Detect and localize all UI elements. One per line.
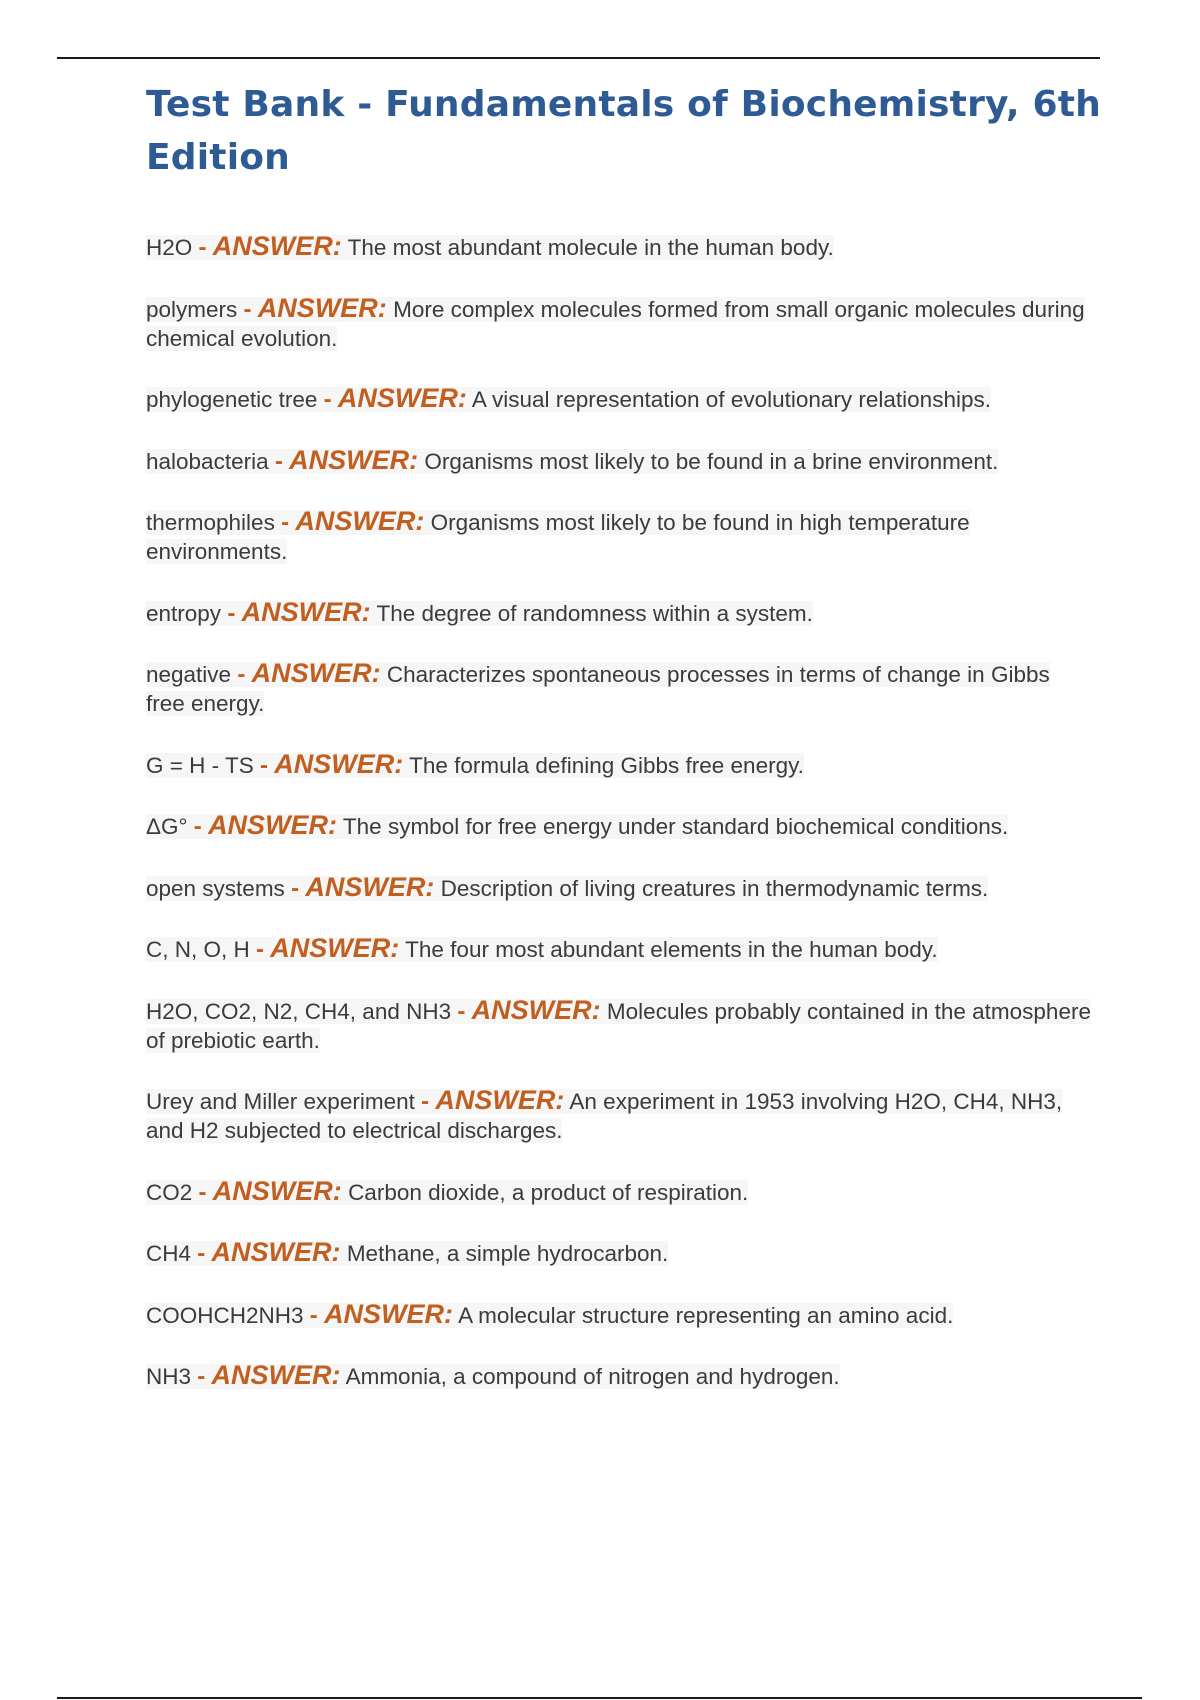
answer-label: ANSWER: [435, 1085, 565, 1115]
qa-entry-text [146, 933, 938, 963]
qa-entry-text [146, 383, 991, 413]
qa-entry [146, 294, 1091, 353]
qa-term: H2O, CO2, N2, CH4, and NH3 [146, 998, 452, 1024]
answer-separator: - [197, 1240, 206, 1267]
qa-definition: The degree of randomness within a system. [376, 600, 813, 626]
qa-term: NH3 [146, 1364, 192, 1389]
qa-definition: Characterizes spontaneous processes in terms of change in Gibbs free energy. [146, 662, 1050, 716]
qa-entry-text [146, 292, 1085, 351]
answer-separator: - [260, 751, 268, 779]
qa-entry [146, 507, 1091, 566]
qa-entry-text [146, 506, 970, 564]
qa-entry-text [146, 1298, 954, 1329]
qa-list [146, 232, 1106, 1391]
qa-term: polymers [146, 296, 238, 322]
qa-definition: The most abundant molecule in the human body. [347, 235, 834, 260]
qa-entry-text [146, 994, 1091, 1053]
qa-entry-text [146, 1237, 669, 1267]
qa-entry [146, 873, 1091, 903]
answer-separator: - [227, 599, 236, 627]
answer-separator: - [309, 1301, 318, 1329]
answer-separator: - [243, 295, 252, 323]
qa-term: negative [146, 662, 232, 687]
answer-label: ANSWER: [251, 658, 381, 688]
answer-label: ANSWER: [241, 596, 371, 627]
bottom-rule [57, 1697, 1142, 1699]
answer-separator: - [256, 936, 265, 963]
qa-entry [146, 598, 1091, 628]
answer-separator: - [237, 661, 246, 688]
qa-definition: Ammonia, a compound of nitrogen and hydrogen. [345, 1364, 840, 1389]
answer-label: ANSWER: [305, 871, 435, 902]
answer-label: ANSWER: [211, 1360, 341, 1390]
qa-definition: The four most abundant elements in the human body. [405, 937, 938, 962]
answer-label: ANSWER: [274, 748, 404, 779]
answer-separator: - [291, 874, 300, 902]
answer-label: ANSWER: [211, 1237, 341, 1267]
qa-definition: The symbol for free energy under standard biochemical conditions. [342, 814, 1009, 839]
qa-definition: Methane, a simple hydrocarbon. [346, 1241, 669, 1266]
qa-definition: The formula defining Gibbs free energy. [409, 752, 804, 778]
qa-entry [146, 1086, 1091, 1145]
qa-definition: Carbon dioxide, a product of respiration. [348, 1179, 749, 1205]
qa-entry-text [146, 658, 1050, 716]
answer-label: ANSWER: [337, 383, 467, 413]
answer-label: ANSWER: [324, 1298, 454, 1329]
answer-separator: - [421, 1088, 430, 1115]
answer-label: ANSWER: [257, 292, 387, 323]
qa-term: H2O [146, 235, 193, 260]
answer-separator: - [198, 234, 207, 261]
answer-label: ANSWER: [289, 444, 419, 475]
qa-term: CH4 [146, 1241, 192, 1266]
qa-definition: A visual representation of evolutionary relationships. [471, 387, 991, 412]
qa-entry [146, 934, 1091, 964]
qa-definition: Organisms most likely to be found in a brine environment. [424, 448, 999, 474]
qa-entry [146, 446, 1091, 476]
qa-term: phylogenetic tree [146, 387, 318, 412]
qa-entry [146, 232, 1091, 262]
answer-separator: - [457, 997, 466, 1025]
qa-entry-text [146, 1175, 749, 1206]
qa-term: G = H - TS [146, 752, 254, 778]
qa-definition: Molecules probably contained in the atmosphere of prebiotic earth. [146, 998, 1091, 1053]
answer-label: ANSWER: [270, 933, 400, 963]
answer-separator: - [274, 447, 283, 475]
qa-term: thermophiles [146, 510, 275, 535]
qa-entry [146, 384, 1091, 414]
answer-label: ANSWER: [208, 810, 338, 840]
answer-separator: - [198, 1178, 207, 1206]
answer-separator: - [323, 386, 332, 413]
qa-entry-text [146, 444, 999, 475]
qa-entry-text [146, 1360, 840, 1390]
answer-label: ANSWER: [212, 231, 342, 261]
qa-term: COOHCH2NH3 [146, 1302, 304, 1328]
page-title: Test Bank - Fundamentals of Biochemistry, 6th Edition [146, 84, 1101, 178]
answer-label: ANSWER: [212, 1175, 342, 1206]
qa-definition: More complex molecules formed from small organic molecules during chemical evolution. [146, 296, 1085, 351]
qa-entry [146, 1300, 1091, 1330]
page-content [146, 78, 1106, 1423]
qa-term: halobacteria [146, 448, 269, 474]
top-rule [57, 57, 1100, 59]
qa-entry-text [146, 1085, 1063, 1143]
qa-entry-text [146, 810, 1009, 840]
qa-entry [146, 1177, 1091, 1207]
qa-definition: Organisms most likely to be found in high temperature environments. [146, 510, 970, 564]
qa-entry-text [146, 231, 834, 261]
qa-entry-text [146, 596, 813, 627]
qa-entry-text [146, 748, 804, 779]
qa-term: CO2 [146, 1179, 193, 1205]
qa-term: Urey and Miller experiment [146, 1089, 415, 1114]
qa-term: ΔG° [146, 814, 188, 839]
qa-entry [146, 750, 1091, 780]
qa-term: C, N, O, H [146, 937, 250, 962]
qa-term: entropy [146, 600, 222, 626]
qa-definition: An experiment in 1953 involving H2O, CH4, NH3, and H2 subjected to electrical discharges. [146, 1089, 1063, 1143]
qa-definition: Description of living creatures in thermodynamic terms. [440, 875, 989, 901]
answer-label: ANSWER: [295, 506, 425, 536]
qa-term: open systems [146, 875, 285, 901]
qa-entry [146, 811, 1091, 841]
qa-entry [146, 996, 1091, 1055]
answer-separator: - [281, 509, 290, 536]
qa-entry [146, 1238, 1091, 1268]
answer-label: ANSWER: [471, 994, 601, 1025]
qa-entry [146, 659, 1091, 718]
answer-separator: - [197, 1363, 206, 1390]
qa-entry-text [146, 871, 989, 902]
qa-definition: A molecular structure representing an amino acid. [458, 1302, 954, 1328]
qa-entry [146, 1361, 1091, 1391]
answer-separator: - [193, 813, 202, 840]
